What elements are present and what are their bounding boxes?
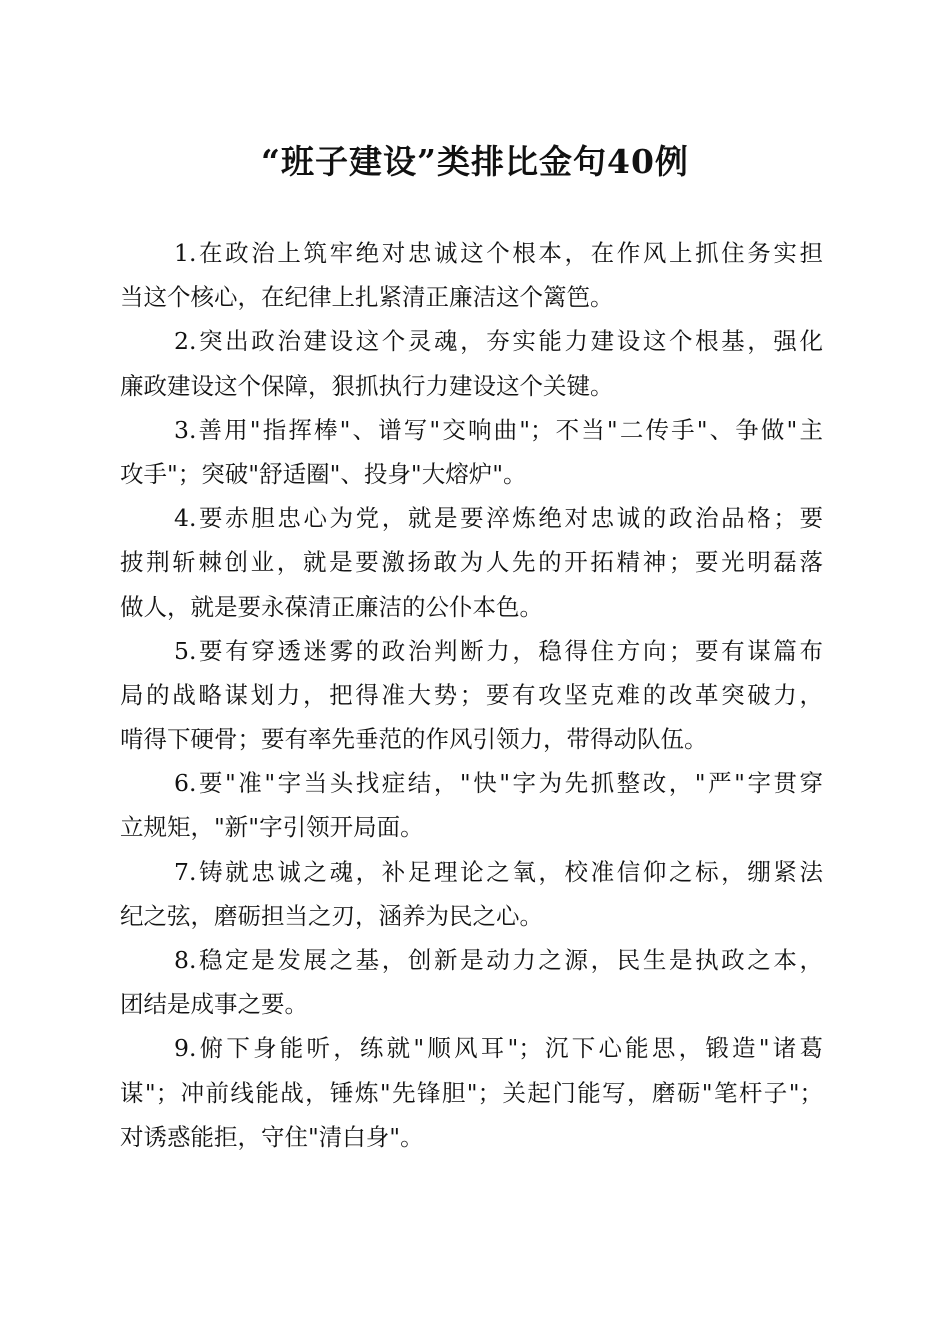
paragraph-line: 1.在政治上筑牢绝对忠诚这个根本，在作风上抓住务实担 bbox=[174, 239, 823, 267]
paragraph-line: 对诱惑能拒，守住"清白身"。 bbox=[120, 1122, 424, 1151]
paragraph-line: 做人，就是要永葆清正廉洁的公仆本色。 bbox=[120, 592, 543, 621]
paragraph-8 bbox=[120, 938, 823, 1026]
paragraph-line: 5.要有穿透迷雾的政治判断力，稳得住方向；要有谋篇布 bbox=[174, 636, 823, 665]
paragraph-5 bbox=[120, 629, 823, 762]
paragraph-line: 团结是成事之要。 bbox=[120, 990, 308, 1019]
paragraph-9 bbox=[120, 1026, 823, 1159]
paragraph-line: 廉政建设这个保障，狠抓执行力建设这个关键。 bbox=[120, 371, 614, 400]
paragraph-line: 7.铸就忠诚之魂，补足理论之氧，校准信仰之标，绷紧法 bbox=[174, 857, 823, 886]
document-body bbox=[120, 231, 823, 1159]
paragraph-line: 攻手"；突破"舒适圈"、投身"大熔炉"。 bbox=[120, 459, 527, 488]
paragraph-line: 8.稳定是发展之基，创新是动力之源，民生是执政之本， bbox=[174, 946, 823, 974]
paragraph-1 bbox=[120, 231, 823, 319]
paragraph-line: 立规矩，"新"字引领开局面。 bbox=[120, 813, 424, 842]
paragraph-line: 啃得下硬骨；要有率先垂范的作风引领力，带得动队伍。 bbox=[120, 725, 708, 754]
paragraph-6 bbox=[120, 761, 823, 849]
paragraph-line: 披荆斩棘创业，就是要激扬敢为人先的开拓精神；要光明磊落 bbox=[120, 548, 823, 577]
paragraph-line: 当这个核心，在纪律上扎紧清正廉洁这个篱笆。 bbox=[120, 283, 614, 312]
paragraph-2 bbox=[120, 319, 823, 407]
paragraph-7 bbox=[120, 850, 823, 938]
paragraph-line: 3.善用"指挥棒"、谱写"交响曲"；不当"二传手"、争做"主 bbox=[174, 415, 823, 444]
paragraph-line: 2.突出政治建设这个灵魂，夯实能力建设这个根基，强化 bbox=[174, 327, 823, 356]
document-title: “班子建设”类排比金句40例 bbox=[261, 142, 689, 181]
paragraph-line: 4.要赤胆忠心为党，就是要淬炼绝对忠诚的政治品格；要 bbox=[174, 504, 823, 533]
paragraph-line: 6.要"准"字当头找症结，"快"字为先抓整改，"严"字贯穿 bbox=[174, 769, 823, 798]
paragraph-4 bbox=[120, 496, 823, 629]
paragraph-3 bbox=[120, 408, 823, 496]
paragraph-line: 谋"；冲前线能战，锤炼"先锋胆"；关起门能写，磨砺"笔杆子"； bbox=[120, 1078, 823, 1107]
paragraph-line: 9.俯下身能听，练就"顺风耳"；沉下心能思，锻造"诸葛 bbox=[174, 1034, 823, 1063]
paragraph-line: 局的战略谋划力，把得准大势；要有攻坚克难的改革突破力， bbox=[120, 680, 823, 709]
paragraph-line: 纪之弦，磨砺担当之刃，涵养为民之心。 bbox=[120, 901, 543, 930]
